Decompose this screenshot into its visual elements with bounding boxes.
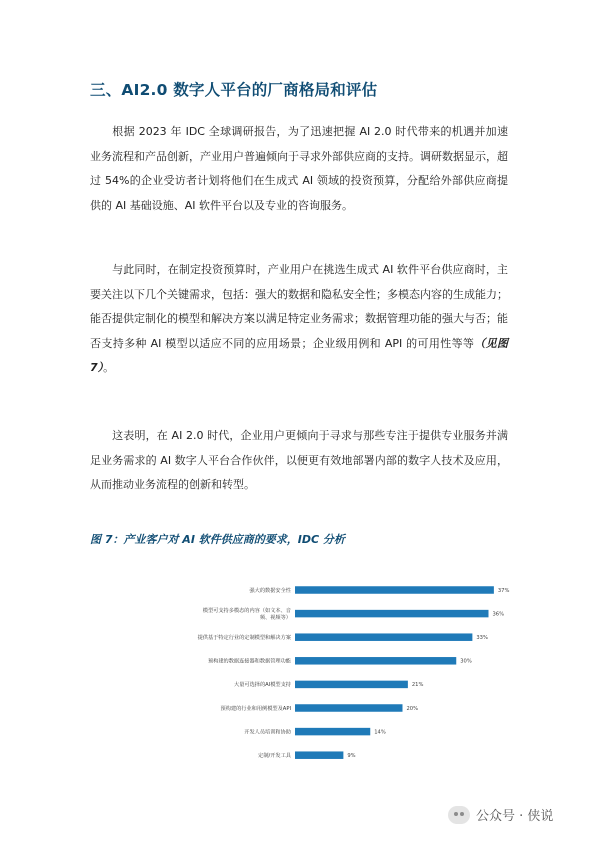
value-label-1: 36% xyxy=(492,611,505,618)
paragraph-3-text: 这表明，在 AI 2.0 时代，企业用户更倾向于寻求与那些专注于提供专业服务并满足业务需求的 AI 数字人平台合作伙伴，以便更有效地部署内部的数字人技术及应用，从而推动业务流程的创新和转型。 xyxy=(90,429,508,491)
value-label-7: 9% xyxy=(347,753,356,759)
watermark-text: 公众号 · 侠说 xyxy=(476,809,554,824)
category-label-2-0: 提供基于特定行业的定制模型和解决方案 xyxy=(197,635,291,641)
paragraph-2-text: 与此同时，在制定投资预算时，产业用户在挑选生成式 AI 软件平台供应商时，主要关注以下几个关键需求，包括：强大的数据和隐私安全性；多模态内容的生成能力；能否提供定制化的模型和解决方案以满足特定业务需求；数据管理功能的强大与否；能否支持多种 AI 模型以适应不同的应用场景；企业级用例和 API 的可用性等等 xyxy=(90,263,508,350)
category-label-6-0: 开发人员培训和协助 xyxy=(244,729,291,736)
bar-2 xyxy=(295,633,472,641)
bar-4 xyxy=(295,681,408,689)
paragraph-3 xyxy=(90,424,508,498)
value-label-6: 14% xyxy=(374,729,386,736)
watermark xyxy=(448,805,553,824)
category-label-5-0: 预构建的行业和用例模型及API xyxy=(220,705,291,712)
category-label-7-0: 定制/开发工具 xyxy=(258,753,291,759)
paragraph-2 xyxy=(90,258,508,381)
category-label-0-0: 强大的数据安全性 xyxy=(249,587,291,594)
paragraph-1-text: 根据 2023 年 IDC 全球调研报告，为了迅速把握 AI 2.0 时代带来的机遇并加速业务流程和产品创新，产业用户普遍倾向于寻求外部供应商的支持。调研数据显示，超过 54%的企业受访者计划将他们在生成式 AI 领域的投资预算，分配给外部供应商提供的 AI 基础设施、AI 软件平台以及专业的咨询服务。 xyxy=(90,125,508,212)
paragraph-1 xyxy=(90,120,508,218)
category-label-1-0: 模型可支持多模态的内容（如文本、音 xyxy=(202,607,291,614)
bar-6 xyxy=(295,728,370,736)
value-label-0: 37% xyxy=(497,587,510,594)
section-heading: 三、AI2.0 数字人平台的厂商格局和评估 xyxy=(90,81,378,99)
wechat-icon xyxy=(448,806,470,824)
category-label-4-0: 大量可选择的AI模型支持 xyxy=(234,682,291,689)
category-label-3-0: 预构建的数据连接器和数据管理功能 xyxy=(207,658,291,665)
figure-caption: 图 7：产业客户对 AI 软件供应商的要求，IDC 分析 xyxy=(90,533,345,546)
bar-5 xyxy=(295,704,403,712)
requirements-bar-chart xyxy=(90,575,510,775)
value-label-5: 20% xyxy=(406,705,419,712)
figure-reference: （见图 7） xyxy=(90,336,509,374)
value-label-3: 30% xyxy=(460,658,472,665)
category-label-1-1: 频、视频等） xyxy=(259,614,291,621)
value-label-4: 21% xyxy=(411,682,424,689)
bar-0 xyxy=(295,586,494,594)
paragraph-2-end: 。 xyxy=(103,361,115,374)
bar-7 xyxy=(295,751,343,759)
bar-1 xyxy=(295,610,489,618)
bar-3 xyxy=(295,657,456,665)
value-label-2: 33% xyxy=(476,635,488,641)
